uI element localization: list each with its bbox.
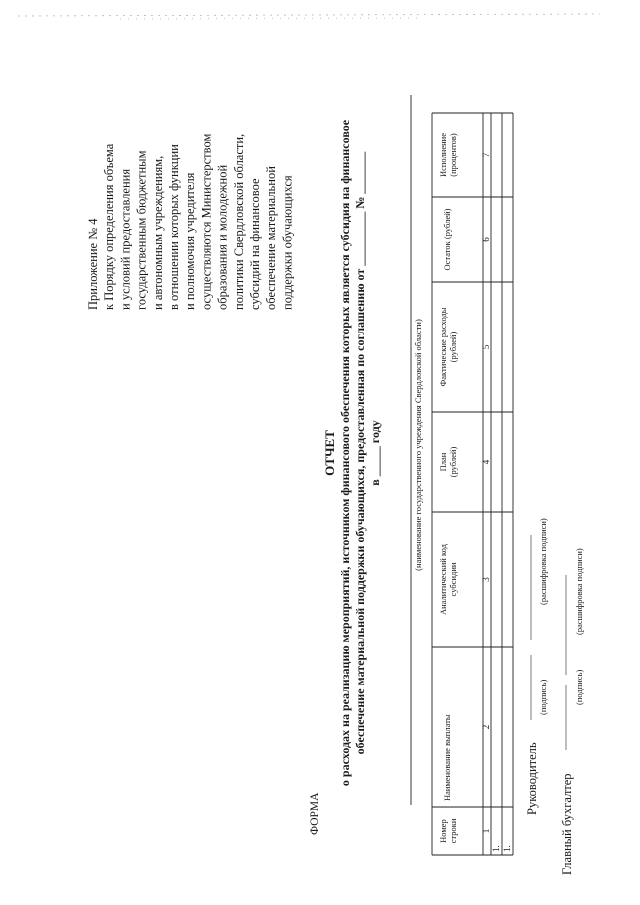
appendix-line: субсидий на финансовое xyxy=(248,178,262,310)
appendix-line: и автономным учреждениям, xyxy=(150,155,165,310)
report-line-1: о расходах на реализацию мероприятий, источником финансового обеспечения которых является субсидия на финансовое xyxy=(338,119,352,787)
head-decode-caption: (расшифровка подписи) xyxy=(538,518,548,605)
head-sign-caption: (подпись) xyxy=(538,679,548,715)
accountant-label: Главный бухгалтер xyxy=(560,773,574,875)
table-header-cell: (процентов) xyxy=(448,133,458,177)
accountant-sign-caption: (подпись) xyxy=(574,669,584,705)
table-column-number: 5 xyxy=(481,344,491,350)
appendix-line: политики Свердловской области, xyxy=(231,133,246,310)
table-header-cell: Номер xyxy=(438,819,448,843)
appendix-line: обеспечение материальной xyxy=(264,166,279,310)
head-label: Руководитель xyxy=(525,742,539,815)
table-header-cell: Остаток (рублей) xyxy=(442,208,452,271)
appendix-line: в отношении которых функции xyxy=(167,144,181,310)
table-header-cell: Исполнение xyxy=(438,132,448,178)
appendix-line: государственным бюджетным xyxy=(134,150,149,310)
report-table xyxy=(432,113,513,855)
report-line-2: обеспечение материальной поддержки обучающихся, предоставленная по соглашению от _________ № _______ xyxy=(353,151,367,755)
appendix-line: к Порядку определения объема xyxy=(102,143,117,310)
appendix-line: образования и молодежной xyxy=(215,164,230,310)
table-header-cell: План xyxy=(438,452,448,472)
appendix-block xyxy=(86,134,294,310)
table-header-cell: (рублей) xyxy=(448,331,458,363)
form-label: ФОРМА xyxy=(309,792,321,835)
table-column-number: 7 xyxy=(481,152,491,158)
accountant-decode-caption: (расшифровка подписи) xyxy=(574,548,584,635)
appendix-line: и полномочия учредителя xyxy=(183,172,198,310)
appendix-line: осуществляются Министерством xyxy=(199,133,214,310)
table-column-number: 2 xyxy=(481,724,491,730)
table-row-cell: 1. xyxy=(491,845,501,852)
table-header-cell: Наименование выплаты xyxy=(442,714,452,801)
table-row-cell: 1. xyxy=(502,845,512,852)
scan-noise xyxy=(18,14,600,19)
signature-block xyxy=(525,518,584,875)
table-column-number: 1 xyxy=(481,828,491,834)
institution-caption: (наименование государственного учреждения Свердловской области) xyxy=(413,319,423,571)
table-header-cell: Аналитический код xyxy=(438,543,448,616)
appendix-line: поддержки обучающихся xyxy=(280,175,295,310)
rotated-content xyxy=(86,95,584,875)
table-header-cell: субсидии xyxy=(448,562,458,597)
table-header-cell: (рублей) xyxy=(448,446,458,478)
table-header-cell: строки xyxy=(448,818,458,844)
appendix-line: и условий предоставления xyxy=(118,168,133,310)
table-column-number: 3 xyxy=(481,577,491,582)
table-header-cell: Фактические расходы xyxy=(438,307,448,387)
appendix-line: Приложение № 4 xyxy=(86,218,100,310)
table-column-number: 6 xyxy=(481,237,491,242)
report-line-3: в _____ году xyxy=(368,420,382,486)
report-title: ОТЧЕТ xyxy=(322,430,337,476)
table-column-number: 4 xyxy=(481,459,491,465)
